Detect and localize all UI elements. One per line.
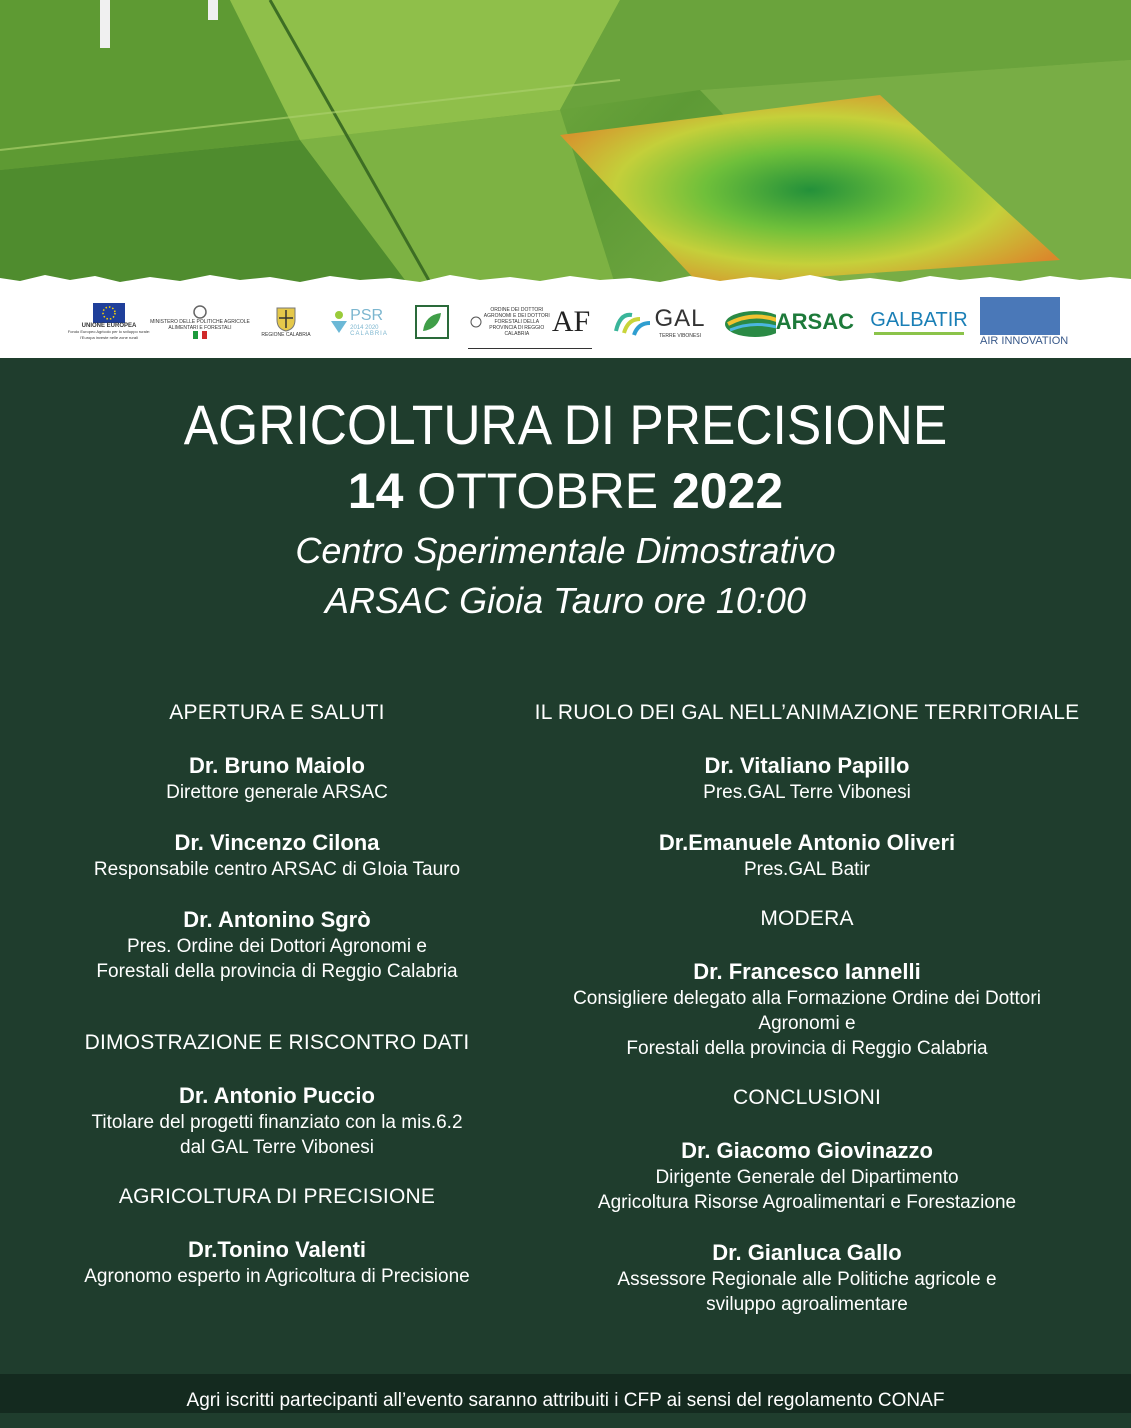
italian-flag-icon — [193, 331, 207, 339]
speaker-name: Dr. Vitaliano Papillo — [704, 753, 910, 778]
cfp-footer-bar — [0, 1374, 1131, 1413]
section-agricoltura-precisione: AGRICOLTURA DI PRECISIONE — [118, 1185, 436, 1208]
speaker-role: Responsabile centro ARSAC di GIoia Tauro — [93, 859, 461, 880]
eu-logo: UNIONE EUROPEA Fondo Europeo Agricolo per lo sviluppo rurale: l'Europa investe nelle zone rurali — [66, 296, 152, 348]
speaker-papillo — [512, 752, 1102, 805]
section-apertura-saluti: APERTURA E SALUTI — [169, 701, 385, 724]
event-venue-line2: ARSAC Gioia Tauro ore 10:00 — [325, 580, 806, 621]
regione-shield-icon — [275, 306, 297, 332]
speaker-name: Dr. Antonio Puccio — [179, 1083, 375, 1108]
speaker-name: Dr. Bruno Maiolo — [189, 753, 365, 778]
gal-terre-vibonesi-logo: GAL TERRE VIBONESI — [604, 296, 714, 348]
hero-field-image — [0, 0, 1131, 300]
event-date-day: 14 — [347, 463, 404, 519]
speaker-role: Assessore Regionale alle Politiche agricole e — [617, 1269, 997, 1290]
gal-waves-icon — [612, 307, 654, 337]
program-right-column — [512, 700, 1102, 1341]
program-left-column — [32, 700, 522, 1313]
speaker-name: Dr. Antonino Sgrò — [183, 907, 371, 932]
psr-calabria-logo: PSR 2014 2020 CALABRIA — [318, 296, 398, 348]
speaker-role: Titolare del progetti finanziato con la mis.6.2 — [91, 1112, 463, 1133]
arsac-logo: ARSAC — [724, 296, 854, 348]
speaker-role: Agronomo esperto in Agricoltura di Precisione — [84, 1266, 470, 1287]
ordine-emblem-icon — [470, 315, 482, 329]
speaker-role: Pres. Ordine dei Dottori Agronomi e — [127, 936, 427, 957]
event-date-year: 2022 — [671, 463, 784, 519]
cfp-note: Agri iscritti partecipanti all’evento saranno attribuiti i CFP ai sensi del regolamento CONAF — [186, 1390, 945, 1411]
speaker-role: Direttore generale ARSAC — [166, 782, 388, 803]
event-title-block — [0, 390, 1131, 626]
sponsor-logo-strip — [0, 282, 1131, 358]
event-title: AGRICOLTURA DI PRECISIONE — [183, 393, 948, 456]
speaker-role: Forestali della provincia di Reggio Calabria — [96, 961, 458, 982]
ministero-emblem-icon — [193, 305, 207, 319]
speaker-role: Dirigente Generale del Dipartimento — [655, 1167, 959, 1188]
field-illustration — [0, 0, 1131, 300]
speaker-valenti — [32, 1236, 522, 1289]
leaf-icon — [415, 305, 449, 339]
speaker-cilona — [32, 829, 522, 882]
speaker-gallo — [512, 1239, 1102, 1317]
ministero-logo: MINISTERO DELLE POLITICHE AGRICOLE ALIMENTARI E FORESTALI — [150, 296, 250, 348]
speaker-name: Dr. Gianluca Gallo — [712, 1240, 902, 1265]
speaker-name: Dr. Francesco Iannelli — [693, 959, 921, 984]
section-conclusioni: CONCLUSIONI — [732, 1086, 882, 1109]
speaker-role: Forestali della provincia di Reggio Calabria — [626, 1038, 988, 1059]
regione-calabria-logo: REGIONE CALABRIA — [258, 296, 314, 348]
section-ruolo-gal: IL RUOLO DEI GAL NELL’ANIMAZIONE TERRITORIALE — [534, 701, 1080, 724]
section-modera: MODERA — [760, 907, 854, 930]
event-venue-line1: Centro Sperimentale Dimostrativo — [295, 530, 836, 571]
speaker-role: Pres.GAL Terre Vibonesi — [703, 782, 911, 803]
speaker-role: Agricoltura Risorse Agroalimentari e Forestazione — [597, 1192, 1017, 1213]
speaker-giovinazzo — [512, 1137, 1102, 1215]
speaker-name: Dr.Emanuele Antonio Oliveri — [658, 830, 956, 855]
speaker-name: Dr. Giacomo Giovinazzo — [681, 1138, 933, 1163]
torn-paper-edge — [0, 272, 1131, 288]
speaker-role: sviluppo agroalimentare — [706, 1294, 908, 1315]
speaker-oliveri — [512, 829, 1102, 882]
eu-flag-icon — [93, 303, 125, 323]
ordine-agronomi-logo: ORDINE DEI DOTTORI AGRONOMI E DEI DOTTORI FORESTALI DELLA PROVINCIA DI REGGIO CALABRIA AF — [468, 296, 592, 349]
speaker-sgro — [32, 906, 522, 984]
speaker-name: Dr. Vincenzo Cilona — [174, 830, 380, 855]
speaker-maiolo — [32, 752, 522, 805]
speaker-role: Agronomi e — [758, 1013, 856, 1034]
speaker-puccio — [32, 1082, 522, 1160]
air-innovation-logo: AIR INNOVATION — [980, 296, 1080, 348]
speaker-role: Pres.GAL Batir — [743, 859, 870, 880]
speaker-name: Dr.Tonino Valenti — [187, 1237, 367, 1262]
speaker-iannelli — [512, 958, 1102, 1061]
event-date-month: OTTOBRE — [417, 463, 659, 519]
speaker-role: dal GAL Terre Vibonesi — [180, 1137, 374, 1158]
event-date — [0, 460, 1131, 522]
arsac-landscape-icon — [724, 306, 776, 338]
psr-figure-icon — [328, 309, 350, 335]
speaker-role: Consigliere delegato alla Formazione Ordine dei Dottori — [573, 988, 1041, 1009]
leader-logo — [414, 296, 450, 348]
gal-batir-logo: GALBATIR — [864, 296, 974, 348]
section-dimostrazione: DIMOSTRAZIONE E RISCONTRO DATI — [84, 1031, 470, 1054]
